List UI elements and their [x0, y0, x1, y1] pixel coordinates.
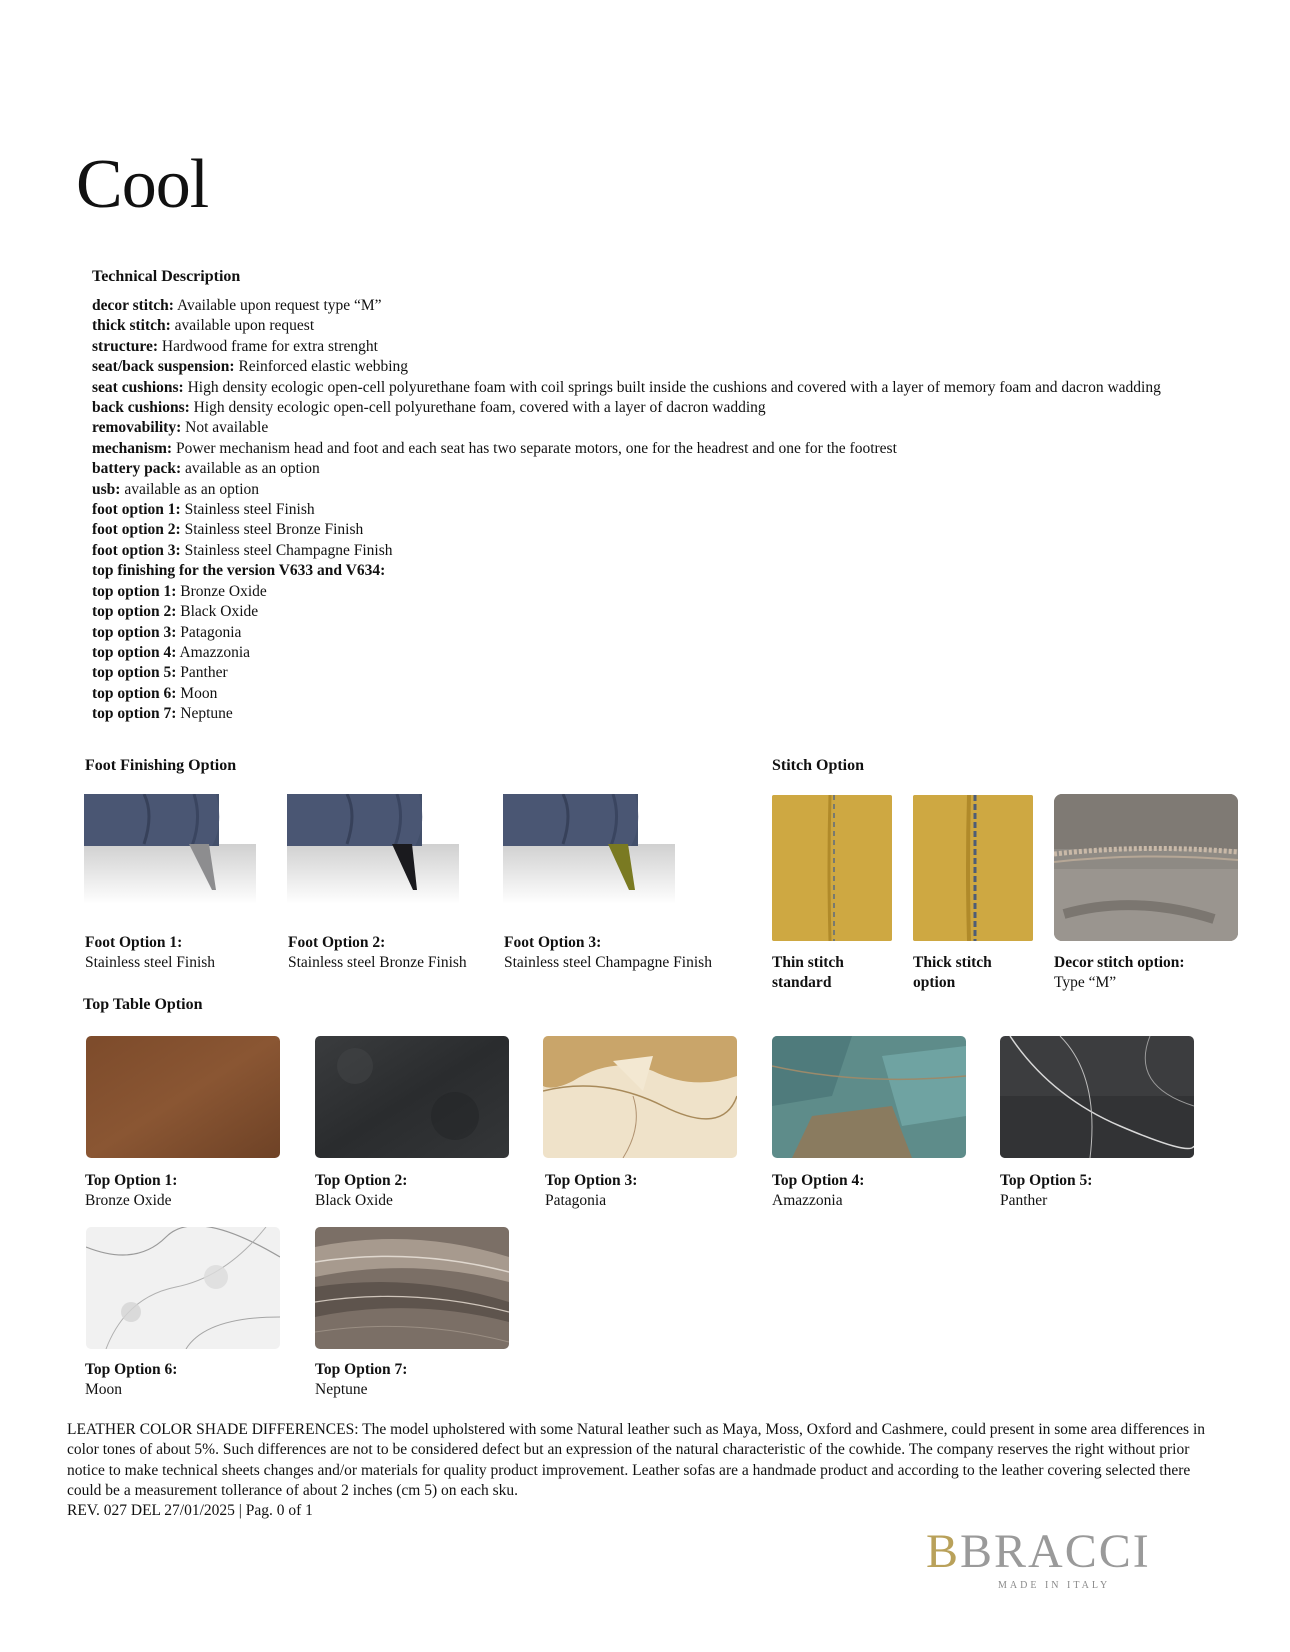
spec-value: Moon: [180, 684, 218, 702]
spec-label: foot option 3:: [92, 541, 181, 559]
spec-row: [92, 500, 1212, 520]
foot-finishing-heading: Foot Finishing Option: [85, 757, 237, 774]
spec-row: [92, 316, 1212, 336]
spec-label: top option 5:: [92, 664, 177, 682]
spec-value: available upon request: [174, 317, 315, 335]
spec-value: Power mechanism head and foot and each seat has two separate motors, one for the headrest and one for the footrest: [175, 439, 897, 457]
decor-stitch-caption: [1054, 953, 1185, 994]
spec-value: Not available: [185, 419, 269, 437]
thick-stitch-image: [913, 795, 1033, 941]
top-option-4-caption: [772, 1171, 864, 1212]
caption-text: Stainless steel Champagne Finish: [504, 954, 712, 972]
top-option-1-swatch: [86, 1036, 280, 1158]
spec-label: mechanism:: [92, 439, 173, 457]
spec-row: [92, 582, 1212, 602]
spec-label: top option 6:: [92, 684, 177, 702]
spec-row: [92, 459, 1212, 479]
spec-label: top option 3:: [92, 623, 177, 641]
caption-text: Bronze Oxide: [85, 1192, 172, 1210]
spec-value: Neptune: [180, 705, 233, 723]
spec-row: [92, 398, 1212, 418]
top-option-5-swatch: [1000, 1036, 1194, 1158]
top-option-6-caption: [85, 1360, 177, 1401]
caption-title: Top Option 5:: [1000, 1172, 1093, 1189]
spec-value: available as an option: [124, 480, 260, 498]
top-option-7-caption: [315, 1360, 407, 1401]
logo-initial: B: [926, 1525, 961, 1578]
foot-option-3-image: [503, 794, 675, 904]
logo-word: BRACCI: [960, 1525, 1151, 1578]
thick-stitch-caption: [913, 953, 992, 994]
spec-row: [92, 643, 1212, 663]
spec-label: top option 7:: [92, 705, 177, 723]
caption-title: Top Option 7:: [315, 1361, 408, 1378]
spec-row: [92, 520, 1212, 540]
caption-text: Patagonia: [545, 1192, 607, 1210]
spec-value: Available upon request type “M”: [176, 297, 382, 314]
caption-title: Top Option 1:: [85, 1172, 178, 1189]
spec-row: [92, 480, 1212, 500]
caption-text: Black Oxide: [315, 1192, 393, 1210]
top-option-5-caption: [1000, 1171, 1092, 1212]
foot-option-1-caption: [85, 933, 215, 974]
spec-value: Patagonia: [180, 623, 242, 641]
caption-title: Foot Option 2:: [288, 934, 386, 951]
spec-row: [92, 561, 1212, 581]
thin-stitch-caption: [772, 953, 844, 994]
top-table-heading: Top Table Option: [83, 996, 203, 1013]
spec-value: Black Oxide: [180, 603, 259, 621]
technical-description-heading: Technical Description: [92, 268, 241, 285]
spec-row: [92, 602, 1212, 622]
logo-wordmark: [926, 1525, 1151, 1578]
top-option-3-caption: [545, 1171, 637, 1212]
spec-value: Bronze Oxide: [180, 582, 267, 600]
spec-value: available as an option: [185, 460, 320, 478]
spec-row: [92, 357, 1212, 377]
revision-line: REV. 027 DEL 27/01/2025 | Pag. 0 of 1: [67, 1502, 313, 1519]
spec-label: foot option 2:: [92, 521, 181, 539]
spec-row: [92, 704, 1212, 724]
caption-text: Moon: [85, 1381, 123, 1399]
caption-text: Stainless steel Bronze Finish: [288, 954, 467, 972]
spec-row: [92, 623, 1212, 643]
spec-row: [92, 418, 1212, 438]
spec-value: High density ecologic open-cell polyurethane foam, covered with a layer of dacron wadding: [193, 399, 766, 417]
thin-stitch-image: [772, 795, 892, 941]
top-option-3-swatch: [543, 1036, 737, 1158]
spec-label: usb:: [92, 480, 121, 498]
spec-row: [92, 439, 1212, 459]
caption-text: option: [913, 974, 956, 992]
top-option-2-caption: [315, 1171, 407, 1212]
foot-option-2-image: [287, 794, 459, 904]
caption-text: Stainless steel Finish: [85, 954, 216, 972]
spec-label: seat cushions:: [92, 378, 184, 396]
logo-tagline: MADE IN ITALY: [998, 1580, 1111, 1591]
spec-label: thick stitch:: [92, 317, 171, 335]
spec-value: Stainless steel Finish: [184, 501, 315, 519]
spec-label: top option 1:: [92, 582, 177, 600]
spec-row: [92, 296, 1212, 316]
foot-option-2-caption: [288, 933, 467, 974]
spec-value: Amazzonia: [179, 643, 251, 661]
caption-title: Foot Option 1:: [85, 934, 183, 951]
stitch-option-heading: Stitch Option: [772, 757, 865, 774]
spec-label: seat/back suspension:: [92, 358, 235, 376]
spec-value: Panther: [180, 664, 228, 682]
spec-value: Stainless steel Bronze Finish: [184, 521, 364, 539]
spec-label: decor stitch:: [92, 297, 174, 314]
caption-text: Panther: [1000, 1192, 1048, 1210]
technical-spec-list: [92, 296, 1212, 725]
top-option-1-caption: [85, 1171, 177, 1212]
spec-label: top option 4:: [92, 643, 177, 661]
caption-text: standard: [772, 974, 832, 992]
caption-title: Top Option 4:: [772, 1172, 865, 1189]
spec-label: battery pack:: [92, 460, 182, 478]
foot-option-1-image: [84, 794, 256, 904]
spec-label: top finishing for the version V633 and V634:: [92, 562, 386, 580]
caption-title: Top Option 6:: [85, 1361, 178, 1378]
spec-label: foot option 1:: [92, 501, 181, 519]
spec-value: High density ecologic open-cell polyurethane foam with coil springs built inside the cushions and covered with a layer of memory foam and dacron wadding: [187, 378, 1161, 396]
spec-row: [92, 378, 1212, 398]
caption-title: Thin stitch: [772, 954, 844, 971]
caption-title: Top Option 2:: [315, 1172, 408, 1189]
top-option-6-swatch: [86, 1227, 280, 1349]
spec-value: Stainless steel Champagne Finish: [184, 541, 393, 559]
spec-row: [92, 663, 1212, 683]
spec-value: Hardwood frame for extra strenght: [161, 337, 378, 355]
caption-text: Amazzonia: [772, 1192, 843, 1210]
top-option-2-swatch: [315, 1036, 509, 1158]
top-option-4-swatch: [772, 1036, 966, 1158]
decor-stitch-image: [1054, 794, 1238, 941]
spec-label: structure:: [92, 337, 158, 355]
caption-title: Decor stitch option:: [1054, 954, 1185, 971]
spec-row: [92, 684, 1212, 704]
caption-title: Foot Option 3:: [504, 934, 602, 951]
spec-row: [92, 337, 1212, 357]
caption-title: Thick stitch: [913, 954, 992, 971]
caption-title: Top Option 3:: [545, 1172, 638, 1189]
spec-label: top option 2:: [92, 603, 177, 621]
caption-text: Neptune: [315, 1381, 368, 1399]
bracci-logo: [926, 1525, 1196, 1591]
spec-label: back cushions:: [92, 399, 190, 417]
top-option-7-swatch: [315, 1227, 509, 1349]
spec-value: Reinforced elastic webbing: [238, 358, 409, 376]
caption-text: Type “M”: [1054, 974, 1117, 992]
foot-option-3-caption: [504, 933, 712, 974]
spec-row: [92, 541, 1212, 561]
spec-label: removability:: [92, 419, 182, 437]
page-title: Cool: [76, 146, 209, 223]
leather-disclaimer: LEATHER COLOR SHADE DIFFERENCES: The model upholstered with some Natural leather such as Maya, Moss, Oxford and Cashmere, could present in some area differences in color tones of about 5%. Such differences are not to be considered defect but an expression of the natural characteristic of the cowhide. The company reserves the right without prior notice to make technical sheets changes and/or materials for quality product improvement. Leather sofas are a handmade product and according to the leather covering selected there could be a measurement tollerance of about 2 inches (cm 5) on each sku.: [67, 1421, 1206, 1500]
